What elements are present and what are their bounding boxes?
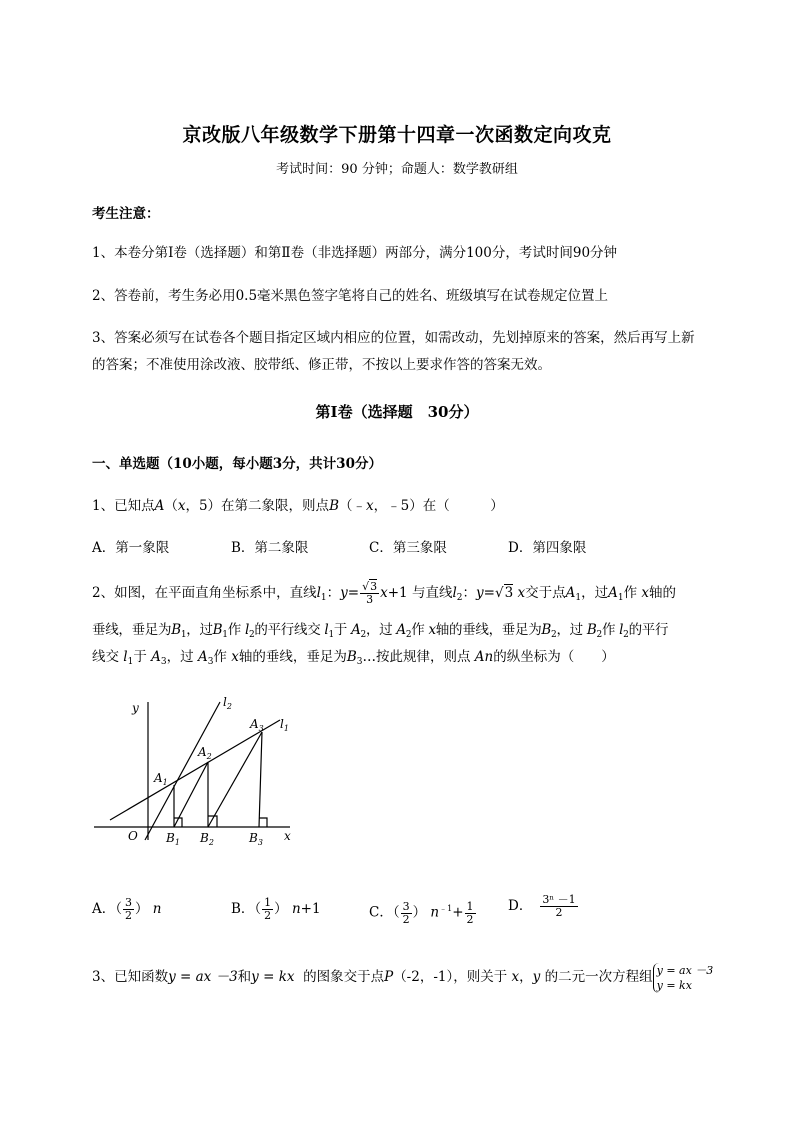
part-heading: 一、单选题（10小题，每小题3分，共计30分）	[92, 456, 382, 472]
label-b3: $B_3$	[249, 831, 263, 847]
notice-item-2: 2、答卷前，考生务必用0.5毫米黑色签字笔将自己的姓名、班级填写在试卷规定位置上	[92, 288, 609, 304]
q2-option-d: D． $\frac{\text{3ⁿ －1}}{2}$	[508, 893, 576, 919]
q2-option-b: B．（ $\frac{1}{2}$ ） n+1	[231, 896, 321, 922]
fraction-sqrt3-over-3: $\frac{√3}{3}$	[362, 580, 378, 606]
q1-option-d: D．第四象限	[508, 540, 587, 556]
vertical-a3-b3	[259, 732, 262, 827]
label-x: x	[284, 829, 291, 843]
notice-item-3-line-1: 3、答案必须写在试卷各个题目指定区域内相应的位置，如需改动，先划掉原来的答案，然后再写上新	[92, 330, 695, 346]
label-a1: $A_1$	[154, 771, 168, 787]
section-title: 第Ⅰ卷（选择题 30分）	[315, 403, 479, 421]
question-2-line-2: 垂线，垂足为$B_1$，过$B_1$作 $l_2$的平行线交 $l_1$于 $A_2$，过 $A_2$作 x轴的垂线，垂足为$B_2$，过 $B_2$作 $l_2$的平行	[92, 622, 669, 640]
equation-system: y = ax －3 y = kx	[653, 963, 714, 993]
notice-item-1: 1、本卷分第Ⅰ卷（选择题）和第Ⅱ卷（非选择题）两部分，满分100分，考试时间90分钟	[92, 245, 618, 261]
line-l1	[110, 720, 280, 820]
notice-heading: 考生注意：	[92, 206, 160, 222]
notice-item-3-line-2: 的答案；不准使用涂改液、胶带纸、修正带，不按以上要求作答的答案无效。	[92, 357, 551, 373]
question-2-line-3: 线交 $l_1$于 $A_3$，过 $A_3$作 x轴的垂线，垂足为$B_3\dots$按此规律，则点 An的纵坐标为（ ）	[92, 649, 615, 667]
q1-option-b: B．第二象限	[231, 540, 309, 556]
label-a3: $A_3$	[250, 717, 264, 733]
q2-option-a: A．（ $\frac{3}{2}$ ） n	[92, 896, 162, 922]
page-title: 京改版八年级数学下册第十四章一次函数定向攻克	[182, 124, 612, 146]
q1-option-a: A．第一象限	[92, 540, 170, 556]
question-3: 3、已知函数y = ax －3和y = kx 的图象交于点P（-2，-1），则关于 x，y 的二元一次方程组 y = ax －3 y = kx	[92, 963, 714, 992]
coordinate-figure	[90, 690, 310, 850]
q2-option-c: C．（ $\frac{3}{2}$ ） $n^{﹣1}+$ $\frac{1}{2}$	[369, 899, 474, 926]
question-2-line-1: 2、如图，在平面直角坐标系中，直线$l_1$：y= $\frac{√3}{3}$ x+1 与直线$l_2$：y=√3 x交于点$A_1$，过$A_1$作 x轴的	[92, 580, 676, 606]
label-b1: $B_1$	[166, 831, 180, 847]
label-l2: $l_2$	[223, 695, 232, 711]
label-b2: $B_2$	[200, 831, 214, 847]
exam-subtitle: 考试时间：90 分钟；命题人：数学教研组	[276, 162, 518, 177]
question-1: 1、已知点A（x，5）在第二象限，则点B（﹣x，﹣5）在（ ）	[92, 498, 504, 514]
label-l1: $l_1$	[280, 717, 289, 733]
q1-option-c: C．第三象限	[369, 540, 447, 556]
label-y: y	[132, 701, 139, 715]
label-a2: $A_2$	[198, 745, 212, 761]
right-angle-b3	[259, 818, 267, 827]
label-origin: O	[128, 829, 138, 843]
